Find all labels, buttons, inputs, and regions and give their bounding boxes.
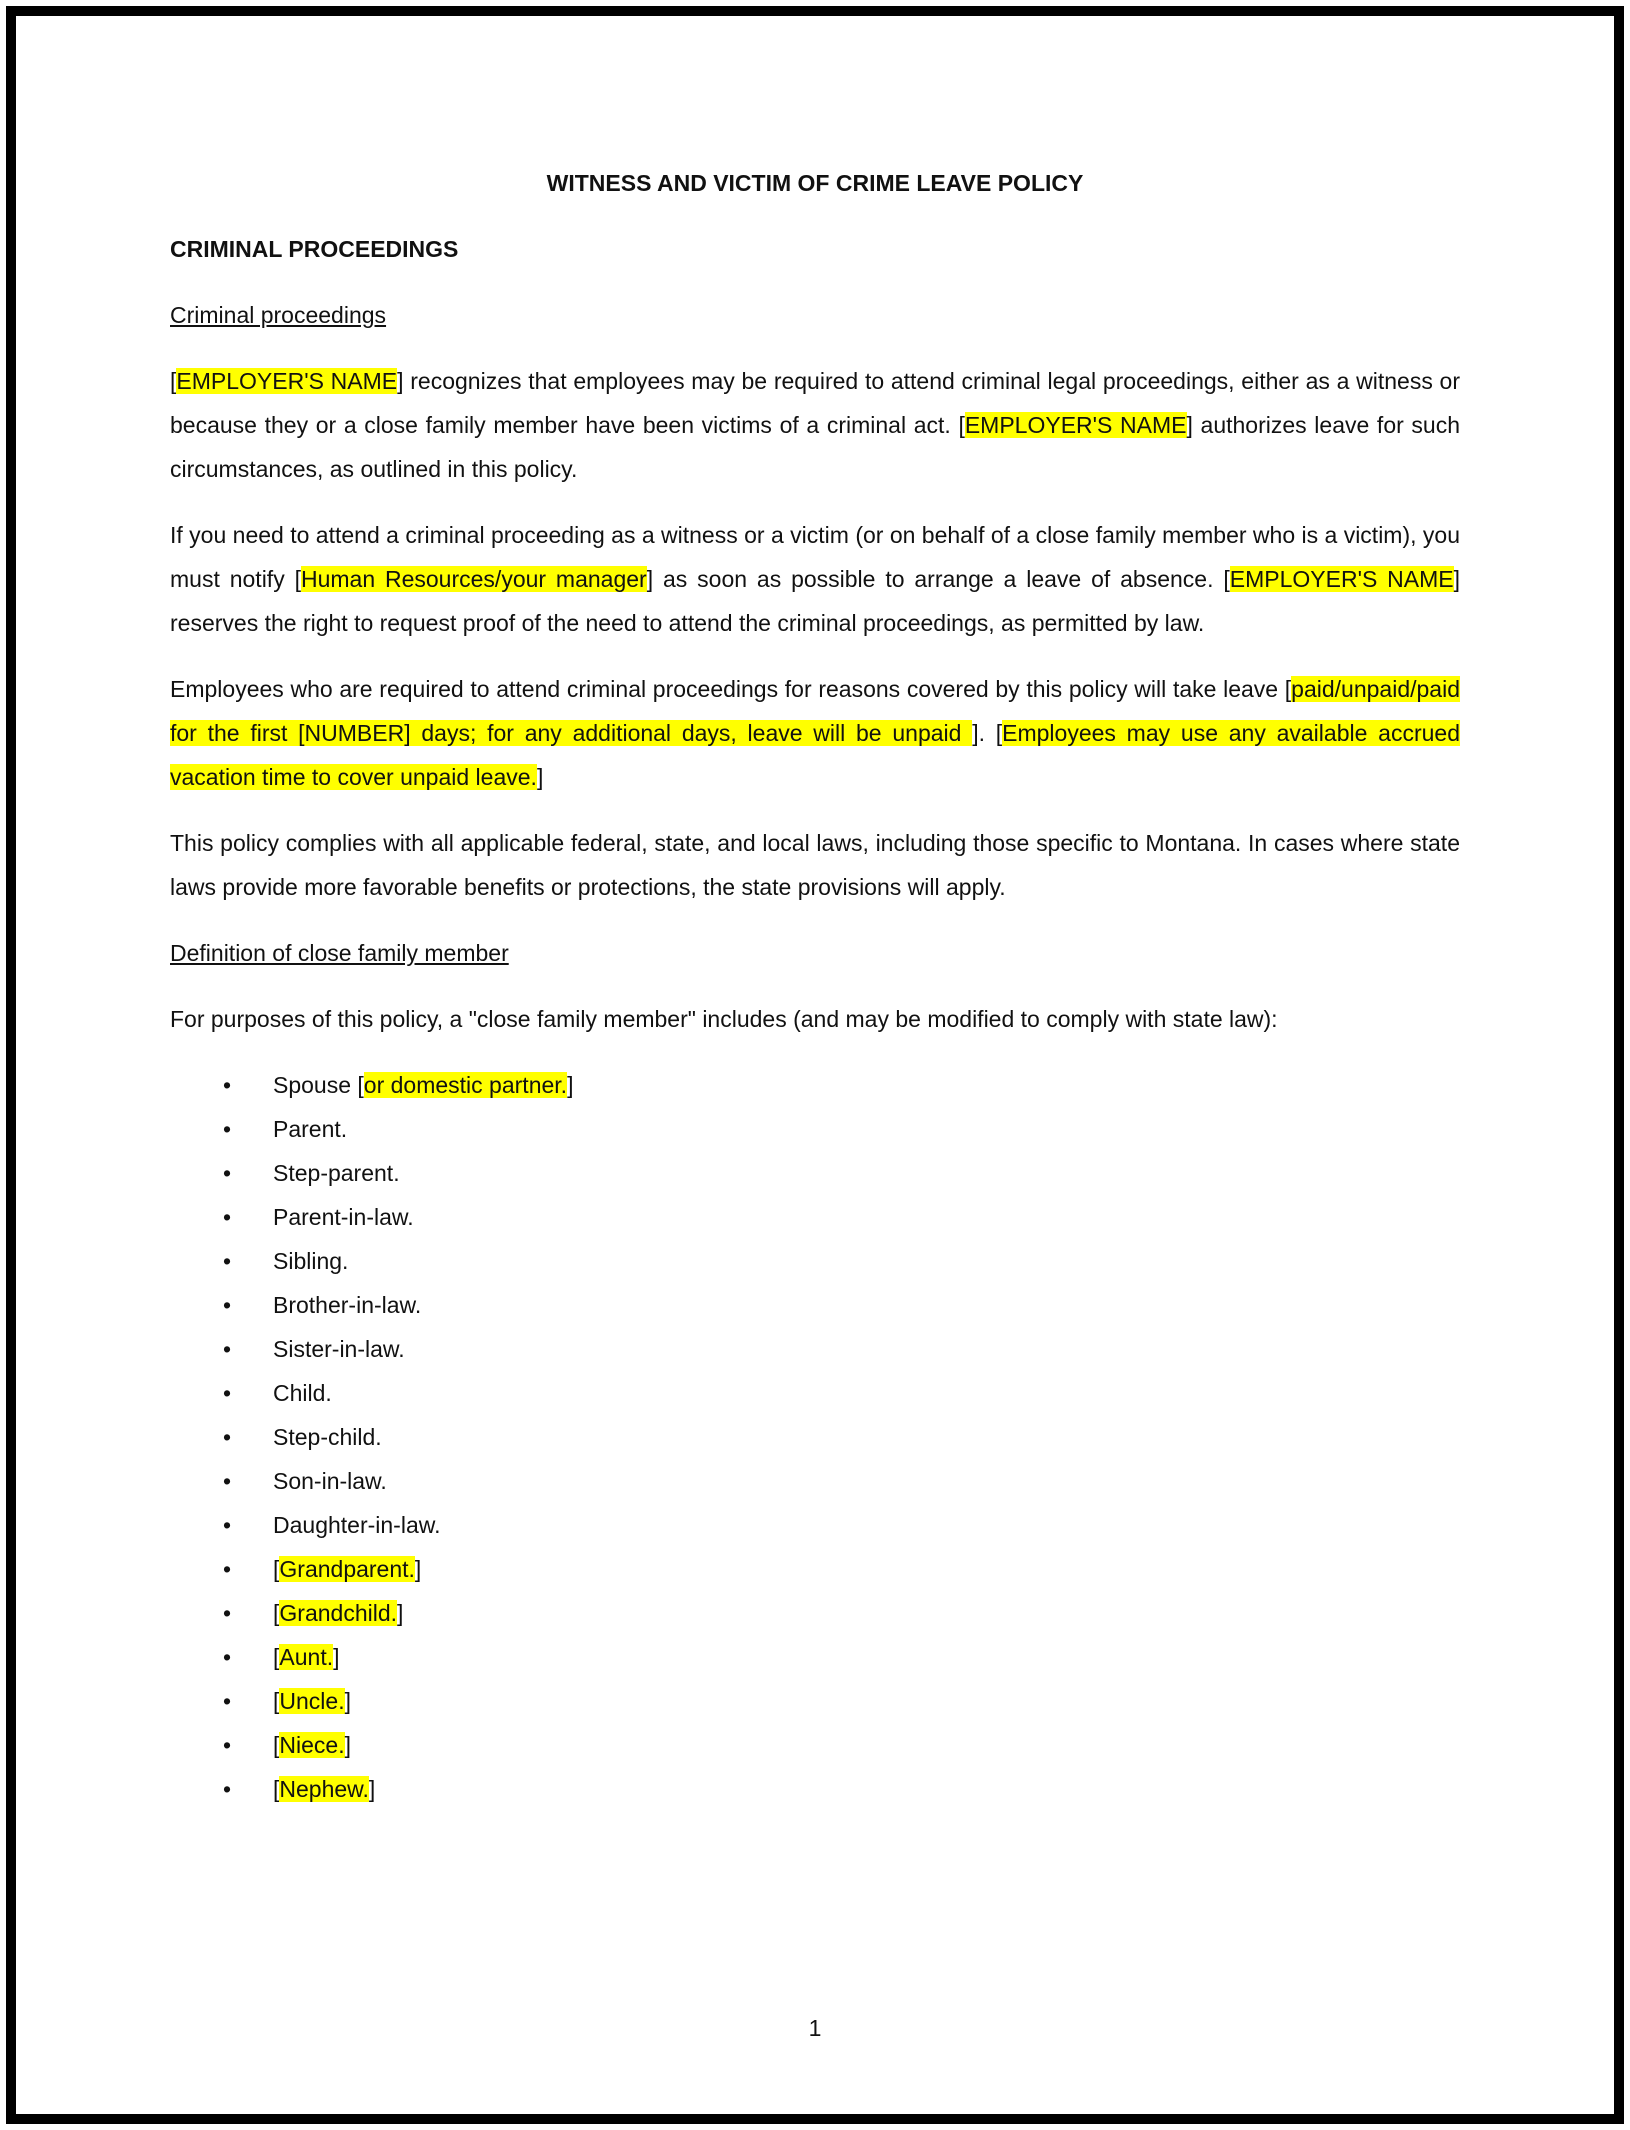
highlighted-placeholder: Grandchild.: [279, 1600, 398, 1626]
text-run: Son-in-law.: [273, 1468, 387, 1494]
text-run: ] as soon as possible to arrange a leave of absence. [: [646, 566, 1230, 592]
text-run: Brother-in-law.: [273, 1292, 422, 1318]
highlighted-placeholder: Employees may use any available accrued vacation time to cover unpaid leave.: [170, 720, 1460, 790]
text-run: Spouse [: [273, 1072, 364, 1098]
text-run: [: [273, 1556, 280, 1582]
text-run: ]: [368, 1776, 376, 1802]
text-run: This policy complies with all applicable federal, state, and local laws, including those specific to Montana. In cases where state laws provide more favorable benefits or protections, the state provisions will apply.: [170, 830, 1460, 900]
list-item: [170, 1327, 1460, 1371]
text-run: ] reserves the right to request proof of the need to attend the criminal proceedings, as permitted by law.: [170, 566, 1461, 636]
paragraph-notification-requirement: [170, 513, 1460, 645]
text-run: ]: [344, 1688, 351, 1714]
highlighted-placeholder: Nephew.: [279, 1776, 369, 1802]
text-run: Employees who are required to attend criminal proceedings for reasons covered by this policy will take leave [: [170, 676, 1292, 702]
highlighted-placeholder: Uncle.: [279, 1688, 345, 1714]
list-item: [170, 1107, 1460, 1151]
text-run: ]. [: [972, 720, 1003, 746]
list-item: [170, 1283, 1460, 1327]
text-run: ]: [567, 1072, 574, 1098]
text-run: [: [273, 1776, 280, 1802]
list-item: [170, 1151, 1460, 1195]
text-run: Parent-in-law.: [273, 1204, 414, 1230]
text-run: Sibling.: [273, 1248, 349, 1274]
text-run: [: [170, 368, 177, 394]
list-item: [170, 1415, 1460, 1459]
paragraph-employer-recognizes: [170, 359, 1460, 491]
text-run: ]: [536, 764, 544, 790]
text-run: Sister-in-law.: [273, 1336, 405, 1362]
text-run: ]: [397, 1600, 404, 1626]
text-run: [: [273, 1732, 280, 1758]
document-page: [6, 6, 1624, 2124]
highlighted-placeholder: Human Resources/your manager: [300, 566, 647, 592]
section-heading-criminal-proceedings: CRIMINAL PROCEEDINGS: [170, 236, 459, 262]
list-item: [170, 1503, 1460, 1547]
highlighted-placeholder: EMPLOYER'S NAME: [964, 412, 1187, 438]
text-run: Child.: [273, 1380, 332, 1406]
list-item: [170, 1679, 1460, 1723]
text-run: Step-parent.: [273, 1160, 400, 1186]
highlighted-placeholder: Grandparent.: [279, 1556, 415, 1582]
highlighted-placeholder: Aunt.: [279, 1644, 334, 1670]
text-run: ]: [344, 1732, 351, 1758]
paragraph-leave-pay-terms: [170, 667, 1460, 799]
text-run: ]: [333, 1644, 340, 1670]
list-item: [170, 1239, 1460, 1283]
highlighted-placeholder: paid/unpaid/paid for the first [NUMBER] days; for any additional days, leave will be unpaid: [170, 676, 1460, 746]
subheading-criminal-proceedings: Criminal proceedings: [170, 302, 387, 328]
text-run: ]: [414, 1556, 422, 1582]
list-item: [170, 1591, 1460, 1635]
text-run: If you need to attend a criminal proceeding as a witness or a victim (or on behalf of a close family member who is a victim), you must notify [: [170, 522, 1460, 592]
list-item: [170, 1635, 1460, 1679]
highlighted-placeholder: or domestic partner.: [363, 1072, 568, 1098]
list-item: [170, 1767, 1460, 1811]
list-item: [170, 1723, 1460, 1767]
text-run: Daughter-in-law.: [273, 1512, 441, 1538]
list-item: [170, 1547, 1460, 1591]
list-item: [170, 1371, 1460, 1415]
text-run: ] recognizes that employees may be required to attend criminal legal proceedings, either as a witness or because they or a close family member have been victims of a criminal act. [: [170, 368, 1461, 438]
text-run: [: [273, 1688, 280, 1714]
document-title: WITNESS AND VICTIM OF CRIME LEAVE POLICY: [546, 170, 1084, 196]
highlighted-placeholder: EMPLOYER'S NAME: [176, 368, 398, 394]
list-item: [170, 1459, 1460, 1503]
text-run: [: [273, 1644, 280, 1670]
text-run: Parent.: [273, 1116, 348, 1142]
subheading-definition-close-family-member: Definition of close family member: [170, 940, 509, 966]
highlighted-placeholder: EMPLOYER'S NAME: [1229, 566, 1454, 592]
text-run: For purposes of this policy, a "close family member" includes (and may be modified to comply with state law):: [170, 1006, 1278, 1032]
text-run: ] authorizes leave for such circumstances, as outlined in this policy.: [170, 412, 1461, 482]
paragraph-law-compliance: [170, 821, 1460, 909]
highlighted-placeholder: Niece.: [279, 1732, 345, 1758]
text-run: [: [273, 1600, 280, 1626]
list-item: [170, 1195, 1460, 1239]
page-number: 1: [808, 2015, 822, 2041]
text-run: Step-child.: [273, 1424, 382, 1450]
list-item: [170, 1063, 1460, 1107]
paragraph-definition-intro: [170, 997, 1460, 1041]
family-member-list: [170, 1063, 1460, 1811]
